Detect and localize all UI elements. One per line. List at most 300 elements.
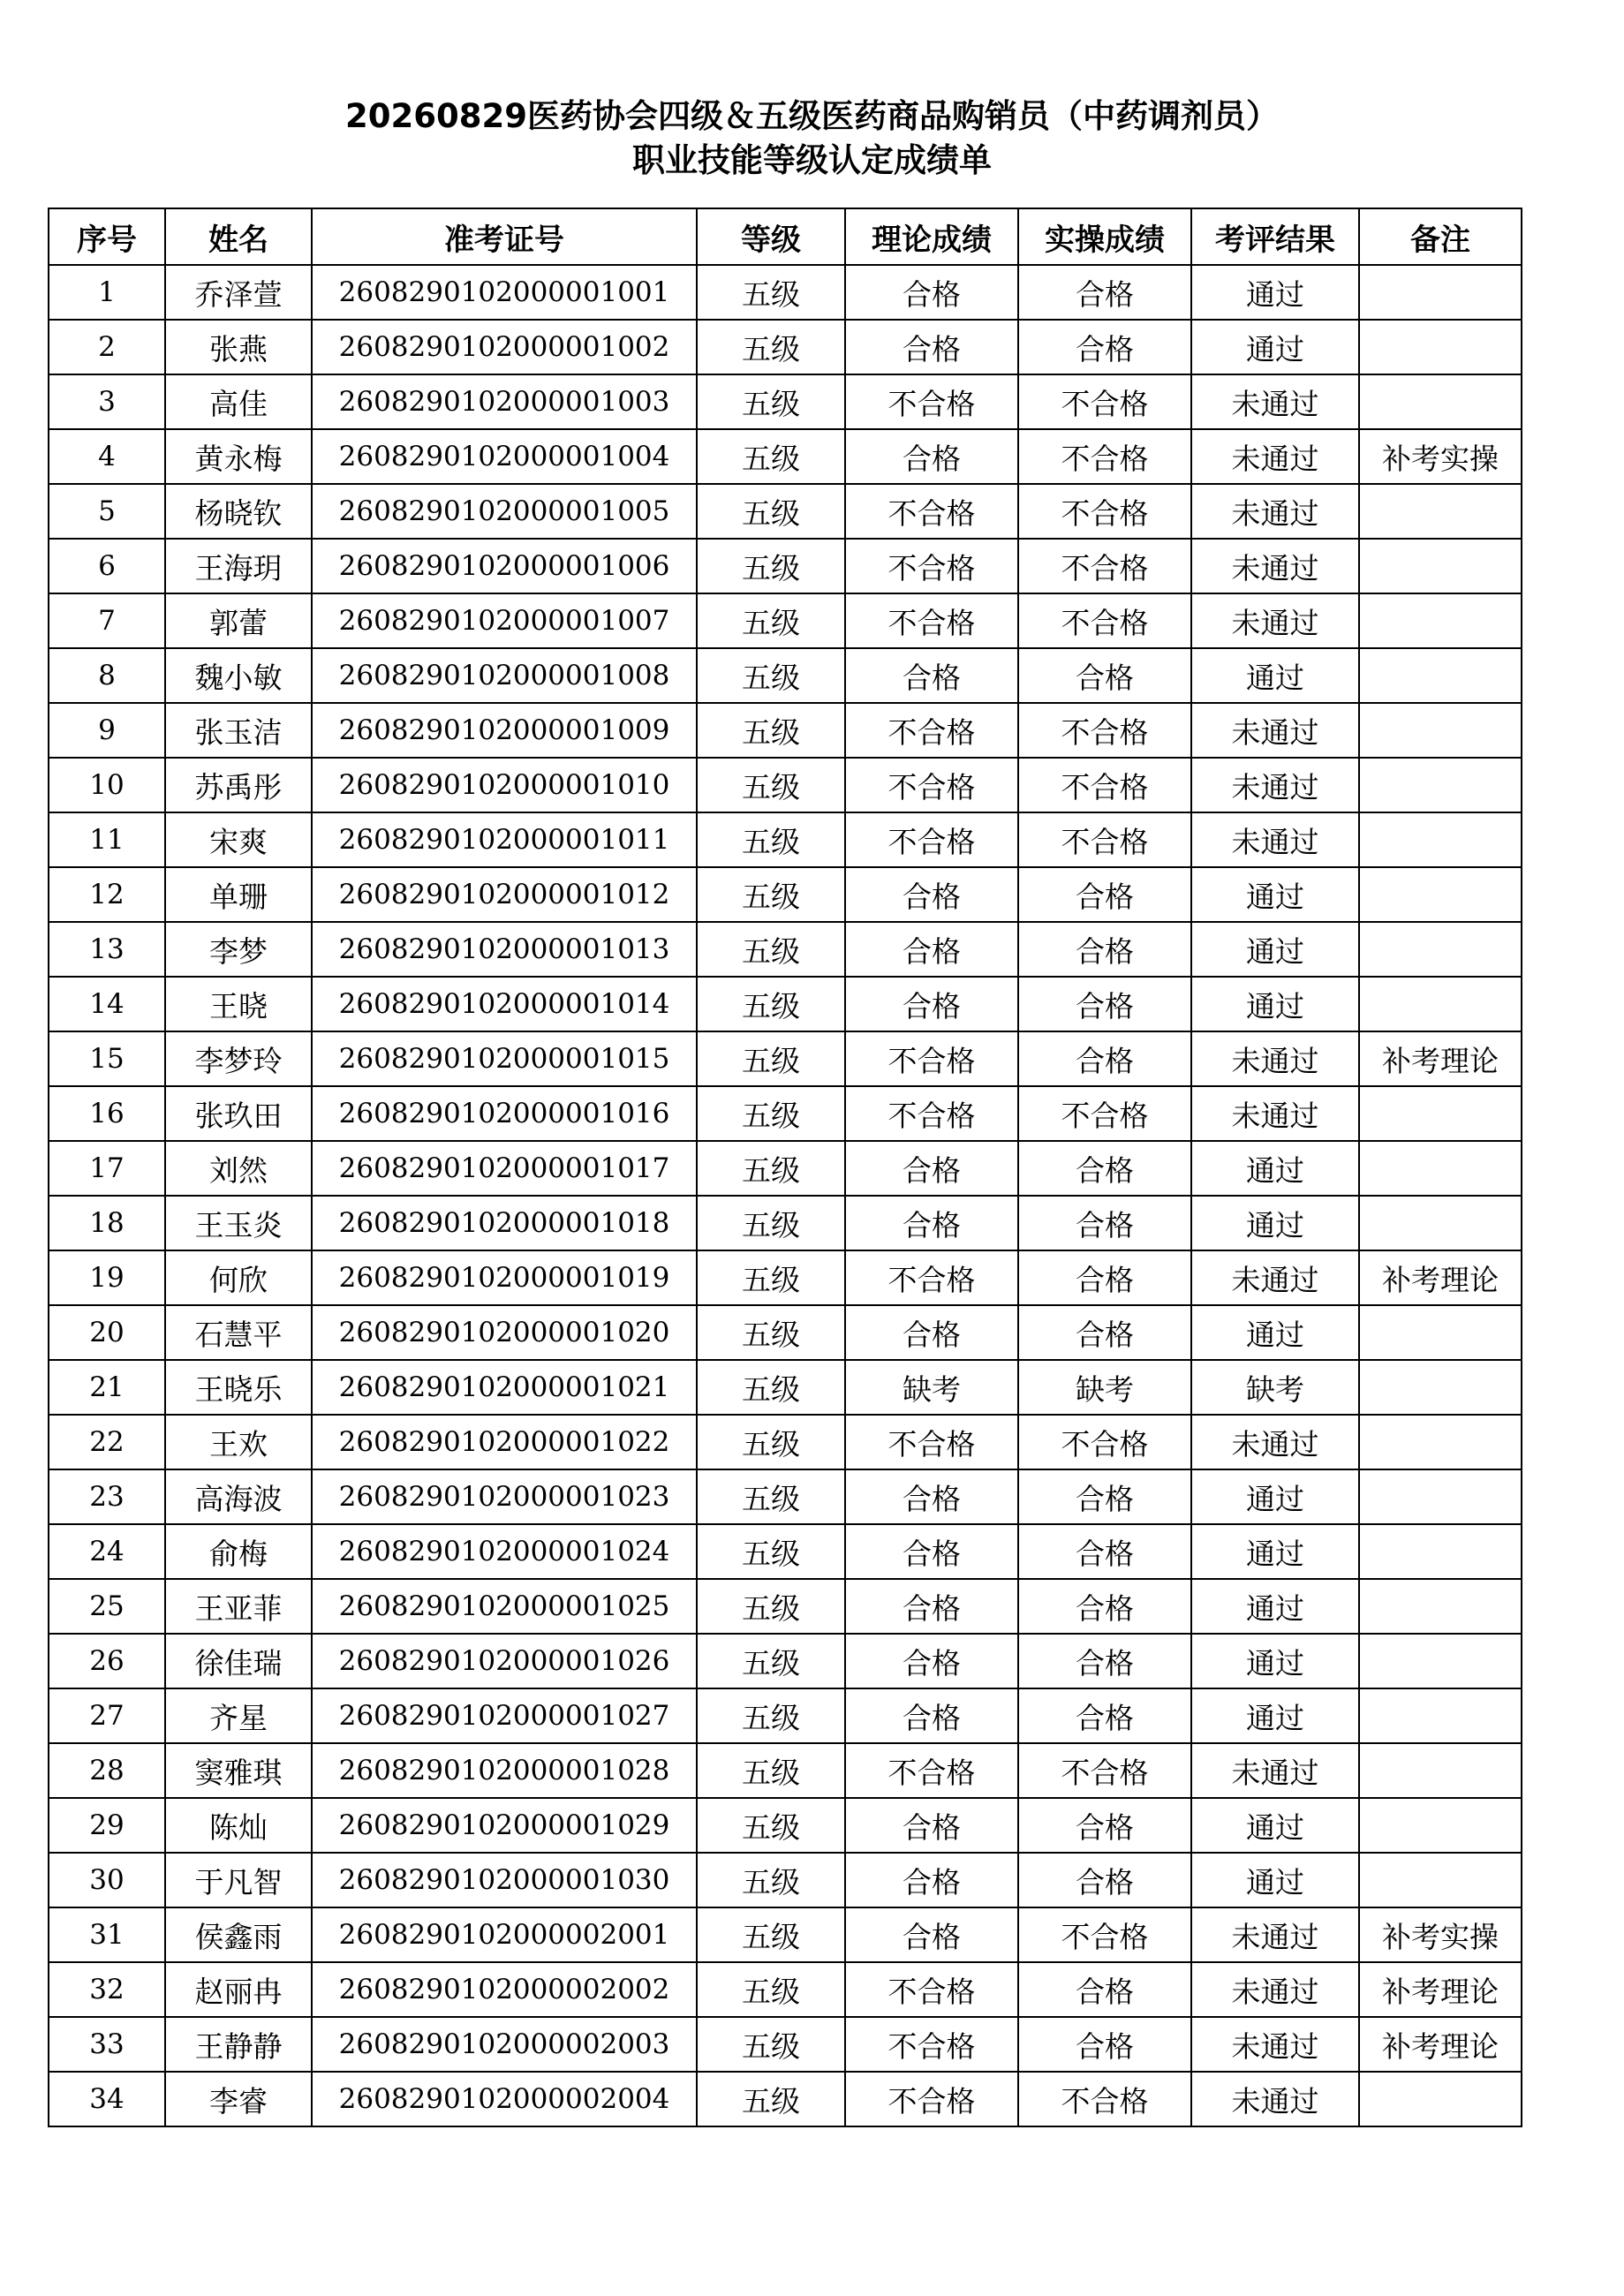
header-cell: 姓名 bbox=[165, 208, 312, 265]
cell-exam-id: 2608290102000001006 bbox=[312, 539, 697, 593]
cell-exam-id: 2608290102000001019 bbox=[312, 1250, 697, 1305]
cell-index: 9 bbox=[49, 703, 165, 758]
cell-practice: 合格 bbox=[1018, 1962, 1191, 2017]
cell-remark bbox=[1359, 484, 1522, 539]
cell-name: 郭蕾 bbox=[165, 593, 312, 648]
cell-result: 未通过 bbox=[1191, 593, 1359, 648]
cell-level: 五级 bbox=[697, 1579, 845, 1634]
cell-remark: 补考实操 bbox=[1359, 1907, 1522, 1962]
table-row bbox=[49, 1086, 1522, 1141]
cell-result: 通过 bbox=[1191, 1798, 1359, 1853]
cell-name: 齐星 bbox=[165, 1688, 312, 1743]
cell-theory: 不合格 bbox=[845, 1086, 1018, 1141]
cell-result: 通过 bbox=[1191, 1688, 1359, 1743]
cell-result: 未通过 bbox=[1191, 1962, 1359, 2017]
cell-result: 未通过 bbox=[1191, 1907, 1359, 1962]
cell-exam-id: 2608290102000001030 bbox=[312, 1853, 697, 1907]
cell-index: 18 bbox=[49, 1196, 165, 1250]
cell-result: 通过 bbox=[1191, 1853, 1359, 1907]
cell-result: 未通过 bbox=[1191, 1250, 1359, 1305]
table-row bbox=[49, 2017, 1522, 2072]
cell-practice: 合格 bbox=[1018, 1250, 1191, 1305]
cell-index: 14 bbox=[49, 977, 165, 1031]
cell-theory: 合格 bbox=[845, 977, 1018, 1031]
cell-theory: 合格 bbox=[845, 1469, 1018, 1524]
cell-remark bbox=[1359, 758, 1522, 812]
cell-theory: 不合格 bbox=[845, 1962, 1018, 2017]
cell-level: 五级 bbox=[697, 1196, 845, 1250]
cell-name: 张玖田 bbox=[165, 1086, 312, 1141]
cell-remark bbox=[1359, 1688, 1522, 1743]
table-row bbox=[49, 1524, 1522, 1579]
cell-exam-id: 2608290102000002004 bbox=[312, 2072, 697, 2126]
cell-index: 8 bbox=[49, 648, 165, 703]
header-cell: 准考证号 bbox=[312, 208, 697, 265]
cell-remark bbox=[1359, 1524, 1522, 1579]
cell-index: 34 bbox=[49, 2072, 165, 2126]
cell-level: 五级 bbox=[697, 1031, 845, 1086]
cell-practice: 合格 bbox=[1018, 1524, 1191, 1579]
cell-theory: 合格 bbox=[845, 1634, 1018, 1688]
cell-level: 五级 bbox=[697, 1250, 845, 1305]
cell-level: 五级 bbox=[697, 1853, 845, 1907]
cell-theory: 合格 bbox=[845, 1798, 1018, 1853]
cell-remark: 补考理论 bbox=[1359, 1031, 1522, 1086]
cell-exam-id: 2608290102000002002 bbox=[312, 1962, 697, 2017]
cell-index: 5 bbox=[49, 484, 165, 539]
cell-practice: 合格 bbox=[1018, 1141, 1191, 1196]
cell-theory: 不合格 bbox=[845, 1031, 1018, 1086]
cell-result: 缺考 bbox=[1191, 1360, 1359, 1415]
cell-practice: 合格 bbox=[1018, 1031, 1191, 1086]
cell-level: 五级 bbox=[697, 648, 845, 703]
cell-level: 五级 bbox=[697, 1360, 845, 1415]
cell-remark bbox=[1359, 1415, 1522, 1469]
cell-result: 未通过 bbox=[1191, 374, 1359, 429]
header-cell: 理论成绩 bbox=[845, 208, 1018, 265]
cell-name: 杨晓钦 bbox=[165, 484, 312, 539]
cell-remark bbox=[1359, 1196, 1522, 1250]
cell-remark bbox=[1359, 867, 1522, 922]
cell-exam-id: 2608290102000001004 bbox=[312, 429, 697, 484]
cell-result: 未通过 bbox=[1191, 1086, 1359, 1141]
cell-result: 通过 bbox=[1191, 320, 1359, 374]
cell-remark bbox=[1359, 1305, 1522, 1360]
cell-name: 赵丽冉 bbox=[165, 1962, 312, 2017]
document-title: 20260829医药协会四级＆五级医药商品购销员（中药调剂员） bbox=[345, 97, 1279, 135]
cell-result: 通过 bbox=[1191, 977, 1359, 1031]
cell-remark bbox=[1359, 374, 1522, 429]
cell-exam-id: 2608290102000001018 bbox=[312, 1196, 697, 1250]
cell-theory: 不合格 bbox=[845, 812, 1018, 867]
table-row bbox=[49, 1031, 1522, 1086]
cell-theory: 不合格 bbox=[845, 539, 1018, 593]
cell-name: 单珊 bbox=[165, 867, 312, 922]
cell-exam-id: 2608290102000001014 bbox=[312, 977, 697, 1031]
cell-level: 五级 bbox=[697, 2072, 845, 2126]
cell-result: 通过 bbox=[1191, 1524, 1359, 1579]
cell-theory: 合格 bbox=[845, 922, 1018, 977]
cell-theory: 合格 bbox=[845, 1305, 1018, 1360]
cell-result: 通过 bbox=[1191, 265, 1359, 320]
cell-result: 未通过 bbox=[1191, 539, 1359, 593]
cell-exam-id: 2608290102000001025 bbox=[312, 1579, 697, 1634]
cell-result: 未通过 bbox=[1191, 429, 1359, 484]
cell-level: 五级 bbox=[697, 1141, 845, 1196]
cell-theory: 不合格 bbox=[845, 1250, 1018, 1305]
cell-exam-id: 2608290102000001003 bbox=[312, 374, 697, 429]
table-row bbox=[49, 1962, 1522, 2017]
cell-theory: 不合格 bbox=[845, 484, 1018, 539]
cell-remark: 补考理论 bbox=[1359, 2017, 1522, 2072]
table-row bbox=[49, 1688, 1522, 1743]
cell-name: 苏禹彤 bbox=[165, 758, 312, 812]
cell-name: 王玉炎 bbox=[165, 1196, 312, 1250]
cell-level: 五级 bbox=[697, 1415, 845, 1469]
cell-remark bbox=[1359, 1360, 1522, 1415]
cell-level: 五级 bbox=[697, 1086, 845, 1141]
cell-result: 未通过 bbox=[1191, 2072, 1359, 2126]
cell-exam-id: 2608290102000002003 bbox=[312, 2017, 697, 2072]
table-row bbox=[49, 1579, 1522, 1634]
cell-practice: 不合格 bbox=[1018, 593, 1191, 648]
cell-level: 五级 bbox=[697, 703, 845, 758]
table-row bbox=[49, 1250, 1522, 1305]
table-row bbox=[49, 867, 1522, 922]
table-row bbox=[49, 758, 1522, 812]
cell-level: 五级 bbox=[697, 484, 845, 539]
cell-name: 李梦 bbox=[165, 922, 312, 977]
cell-index: 25 bbox=[49, 1579, 165, 1634]
cell-remark bbox=[1359, 1634, 1522, 1688]
table-row bbox=[49, 977, 1522, 1031]
cell-exam-id: 2608290102000001016 bbox=[312, 1086, 697, 1141]
cell-exam-id: 2608290102000001022 bbox=[312, 1415, 697, 1469]
cell-remark bbox=[1359, 1086, 1522, 1141]
table-row bbox=[49, 1907, 1522, 1962]
cell-result: 未通过 bbox=[1191, 758, 1359, 812]
cell-remark: 补考理论 bbox=[1359, 1250, 1522, 1305]
cell-level: 五级 bbox=[697, 1469, 845, 1524]
cell-result: 通过 bbox=[1191, 1305, 1359, 1360]
cell-practice: 不合格 bbox=[1018, 1907, 1191, 1962]
table-row bbox=[49, 1196, 1522, 1250]
cell-exam-id: 2608290102000001028 bbox=[312, 1743, 697, 1798]
cell-practice: 合格 bbox=[1018, 2017, 1191, 2072]
cell-theory: 合格 bbox=[845, 1196, 1018, 1250]
cell-level: 五级 bbox=[697, 812, 845, 867]
cell-level: 五级 bbox=[697, 1688, 845, 1743]
cell-level: 五级 bbox=[697, 265, 845, 320]
cell-index: 15 bbox=[49, 1031, 165, 1086]
cell-index: 22 bbox=[49, 1415, 165, 1469]
cell-remark: 补考理论 bbox=[1359, 1962, 1522, 2017]
cell-practice: 不合格 bbox=[1018, 539, 1191, 593]
cell-result: 未通过 bbox=[1191, 812, 1359, 867]
cell-practice: 不合格 bbox=[1018, 812, 1191, 867]
cell-remark bbox=[1359, 1579, 1522, 1634]
cell-theory: 合格 bbox=[845, 648, 1018, 703]
cell-name: 窦雅琪 bbox=[165, 1743, 312, 1798]
cell-remark bbox=[1359, 703, 1522, 758]
cell-name: 何欣 bbox=[165, 1250, 312, 1305]
header-cell: 实操成绩 bbox=[1018, 208, 1191, 265]
cell-index: 19 bbox=[49, 1250, 165, 1305]
cell-exam-id: 2608290102000001024 bbox=[312, 1524, 697, 1579]
cell-index: 21 bbox=[49, 1360, 165, 1415]
cell-level: 五级 bbox=[697, 758, 845, 812]
table-row bbox=[49, 593, 1522, 648]
cell-theory: 合格 bbox=[845, 1141, 1018, 1196]
cell-exam-id: 2608290102000001012 bbox=[312, 867, 697, 922]
cell-name: 徐佳瑞 bbox=[165, 1634, 312, 1688]
cell-index: 16 bbox=[49, 1086, 165, 1141]
cell-result: 通过 bbox=[1191, 1579, 1359, 1634]
cell-theory: 不合格 bbox=[845, 374, 1018, 429]
cell-practice: 不合格 bbox=[1018, 374, 1191, 429]
cell-result: 未通过 bbox=[1191, 703, 1359, 758]
cell-index: 1 bbox=[49, 265, 165, 320]
header-cell: 等级 bbox=[697, 208, 845, 265]
cell-name: 宋爽 bbox=[165, 812, 312, 867]
cell-exam-id: 2608290102000002001 bbox=[312, 1907, 697, 1962]
cell-practice: 合格 bbox=[1018, 1853, 1191, 1907]
cell-result: 通过 bbox=[1191, 922, 1359, 977]
cell-theory: 不合格 bbox=[845, 2017, 1018, 2072]
cell-result: 未通过 bbox=[1191, 1743, 1359, 1798]
cell-level: 五级 bbox=[697, 1798, 845, 1853]
table-row bbox=[49, 374, 1522, 429]
cell-name: 高海波 bbox=[165, 1469, 312, 1524]
cell-exam-id: 2608290102000001020 bbox=[312, 1305, 697, 1360]
cell-level: 五级 bbox=[697, 429, 845, 484]
cell-practice: 合格 bbox=[1018, 1196, 1191, 1250]
cell-theory: 合格 bbox=[845, 320, 1018, 374]
cell-level: 五级 bbox=[697, 1743, 845, 1798]
table-row bbox=[49, 1634, 1522, 1688]
document-subtitle: 职业技能等级认定成绩单 bbox=[632, 141, 992, 179]
table-row bbox=[49, 1743, 1522, 1798]
cell-level: 五级 bbox=[697, 539, 845, 593]
cell-theory: 合格 bbox=[845, 1579, 1018, 1634]
cell-practice: 合格 bbox=[1018, 648, 1191, 703]
cell-exam-id: 2608290102000001007 bbox=[312, 593, 697, 648]
cell-index: 11 bbox=[49, 812, 165, 867]
cell-level: 五级 bbox=[697, 2017, 845, 2072]
cell-level: 五级 bbox=[697, 1524, 845, 1579]
cell-practice: 合格 bbox=[1018, 1469, 1191, 1524]
cell-exam-id: 2608290102000001017 bbox=[312, 1141, 697, 1196]
cell-level: 五级 bbox=[697, 977, 845, 1031]
cell-exam-id: 2608290102000001002 bbox=[312, 320, 697, 374]
table-row bbox=[49, 648, 1522, 703]
cell-theory: 不合格 bbox=[845, 2072, 1018, 2126]
cell-level: 五级 bbox=[697, 1305, 845, 1360]
cell-theory: 不合格 bbox=[845, 1415, 1018, 1469]
table-row bbox=[49, 1360, 1522, 1415]
cell-practice: 不合格 bbox=[1018, 703, 1191, 758]
cell-level: 五级 bbox=[697, 593, 845, 648]
cell-name: 王晓 bbox=[165, 977, 312, 1031]
cell-remark bbox=[1359, 1743, 1522, 1798]
cell-name: 张燕 bbox=[165, 320, 312, 374]
cell-index: 13 bbox=[49, 922, 165, 977]
cell-level: 五级 bbox=[697, 1907, 845, 1962]
table-row bbox=[49, 703, 1522, 758]
cell-index: 3 bbox=[49, 374, 165, 429]
header-cell: 备注 bbox=[1359, 208, 1522, 265]
cell-index: 10 bbox=[49, 758, 165, 812]
cell-theory: 不合格 bbox=[845, 1743, 1018, 1798]
cell-theory: 合格 bbox=[845, 1907, 1018, 1962]
table-row bbox=[49, 539, 1522, 593]
cell-name: 李梦玲 bbox=[165, 1031, 312, 1086]
cell-index: 30 bbox=[49, 1853, 165, 1907]
cell-result: 未通过 bbox=[1191, 484, 1359, 539]
cell-index: 27 bbox=[49, 1688, 165, 1743]
cell-index: 26 bbox=[49, 1634, 165, 1688]
cell-name: 魏小敏 bbox=[165, 648, 312, 703]
cell-exam-id: 2608290102000001011 bbox=[312, 812, 697, 867]
cell-index: 28 bbox=[49, 1743, 165, 1798]
cell-name: 高佳 bbox=[165, 374, 312, 429]
cell-remark bbox=[1359, 812, 1522, 867]
cell-theory: 合格 bbox=[845, 1688, 1018, 1743]
cell-practice: 不合格 bbox=[1018, 1086, 1191, 1141]
table-row bbox=[49, 1305, 1522, 1360]
cell-index: 7 bbox=[49, 593, 165, 648]
cell-level: 五级 bbox=[697, 867, 845, 922]
table-row bbox=[49, 265, 1522, 320]
cell-exam-id: 2608290102000001026 bbox=[312, 1634, 697, 1688]
cell-index: 32 bbox=[49, 1962, 165, 2017]
cell-name: 刘然 bbox=[165, 1141, 312, 1196]
cell-practice: 不合格 bbox=[1018, 2072, 1191, 2126]
table-row bbox=[49, 484, 1522, 539]
cell-index: 23 bbox=[49, 1469, 165, 1524]
cell-theory: 合格 bbox=[845, 1524, 1018, 1579]
cell-level: 五级 bbox=[697, 1634, 845, 1688]
cell-result: 通过 bbox=[1191, 1141, 1359, 1196]
cell-exam-id: 2608290102000001001 bbox=[312, 265, 697, 320]
cell-result: 未通过 bbox=[1191, 1415, 1359, 1469]
cell-practice: 合格 bbox=[1018, 1798, 1191, 1853]
cell-theory: 合格 bbox=[845, 867, 1018, 922]
cell-theory: 合格 bbox=[845, 429, 1018, 484]
cell-practice: 合格 bbox=[1018, 977, 1191, 1031]
cell-exam-id: 2608290102000001009 bbox=[312, 703, 697, 758]
table-row bbox=[49, 1141, 1522, 1196]
cell-remark bbox=[1359, 320, 1522, 374]
cell-practice: 缺考 bbox=[1018, 1360, 1191, 1415]
cell-name: 于凡智 bbox=[165, 1853, 312, 1907]
cell-level: 五级 bbox=[697, 1962, 845, 2017]
cell-practice: 合格 bbox=[1018, 265, 1191, 320]
table-row bbox=[49, 922, 1522, 977]
cell-level: 五级 bbox=[697, 320, 845, 374]
cell-exam-id: 2608290102000001013 bbox=[312, 922, 697, 977]
header-cell: 考评结果 bbox=[1191, 208, 1359, 265]
cell-remark bbox=[1359, 922, 1522, 977]
cell-result: 未通过 bbox=[1191, 1031, 1359, 1086]
table-row bbox=[49, 1415, 1522, 1469]
table-row bbox=[49, 2072, 1522, 2126]
cell-name: 石慧平 bbox=[165, 1305, 312, 1360]
cell-remark bbox=[1359, 1798, 1522, 1853]
cell-theory: 不合格 bbox=[845, 758, 1018, 812]
cell-name: 俞梅 bbox=[165, 1524, 312, 1579]
cell-remark bbox=[1359, 593, 1522, 648]
cell-exam-id: 2608290102000001023 bbox=[312, 1469, 697, 1524]
cell-practice: 合格 bbox=[1018, 1688, 1191, 1743]
cell-name: 王晓乐 bbox=[165, 1360, 312, 1415]
cell-result: 未通过 bbox=[1191, 2017, 1359, 2072]
cell-level: 五级 bbox=[697, 374, 845, 429]
cell-practice: 合格 bbox=[1018, 922, 1191, 977]
cell-remark bbox=[1359, 265, 1522, 320]
cell-remark: 补考实操 bbox=[1359, 429, 1522, 484]
cell-practice: 合格 bbox=[1018, 320, 1191, 374]
cell-practice: 不合格 bbox=[1018, 1415, 1191, 1469]
cell-exam-id: 2608290102000001029 bbox=[312, 1798, 697, 1853]
table-row bbox=[49, 429, 1522, 484]
cell-index: 24 bbox=[49, 1524, 165, 1579]
cell-index: 33 bbox=[49, 2017, 165, 2072]
cell-exam-id: 2608290102000001008 bbox=[312, 648, 697, 703]
cell-theory: 缺考 bbox=[845, 1360, 1018, 1415]
cell-index: 31 bbox=[49, 1907, 165, 1962]
table-row bbox=[49, 1798, 1522, 1853]
cell-name: 张玉洁 bbox=[165, 703, 312, 758]
cell-level: 五级 bbox=[697, 922, 845, 977]
cell-index: 29 bbox=[49, 1798, 165, 1853]
cell-name: 乔泽萱 bbox=[165, 265, 312, 320]
cell-remark bbox=[1359, 1141, 1522, 1196]
cell-name: 陈灿 bbox=[165, 1798, 312, 1853]
cell-name: 王静静 bbox=[165, 2017, 312, 2072]
cell-remark bbox=[1359, 1853, 1522, 1907]
cell-index: 20 bbox=[49, 1305, 165, 1360]
cell-practice: 合格 bbox=[1018, 867, 1191, 922]
cell-result: 通过 bbox=[1191, 1469, 1359, 1524]
cell-name: 王海玥 bbox=[165, 539, 312, 593]
cell-exam-id: 2608290102000001021 bbox=[312, 1360, 697, 1415]
cell-theory: 不合格 bbox=[845, 593, 1018, 648]
score-table bbox=[48, 208, 1522, 2127]
cell-name: 黄永梅 bbox=[165, 429, 312, 484]
cell-exam-id: 2608290102000001010 bbox=[312, 758, 697, 812]
cell-index: 17 bbox=[49, 1141, 165, 1196]
cell-remark bbox=[1359, 1469, 1522, 1524]
table-row bbox=[49, 1853, 1522, 1907]
table-header-row bbox=[49, 208, 1522, 265]
cell-practice: 不合格 bbox=[1018, 1743, 1191, 1798]
table-row bbox=[49, 320, 1522, 374]
cell-result: 通过 bbox=[1191, 1196, 1359, 1250]
cell-theory: 不合格 bbox=[845, 703, 1018, 758]
cell-index: 12 bbox=[49, 867, 165, 922]
cell-index: 2 bbox=[49, 320, 165, 374]
cell-practice: 合格 bbox=[1018, 1305, 1191, 1360]
cell-practice: 合格 bbox=[1018, 1634, 1191, 1688]
cell-remark bbox=[1359, 539, 1522, 593]
cell-remark bbox=[1359, 977, 1522, 1031]
cell-result: 通过 bbox=[1191, 1634, 1359, 1688]
cell-name: 侯鑫雨 bbox=[165, 1907, 312, 1962]
cell-remark bbox=[1359, 648, 1522, 703]
cell-practice: 不合格 bbox=[1018, 484, 1191, 539]
cell-practice: 不合格 bbox=[1018, 429, 1191, 484]
